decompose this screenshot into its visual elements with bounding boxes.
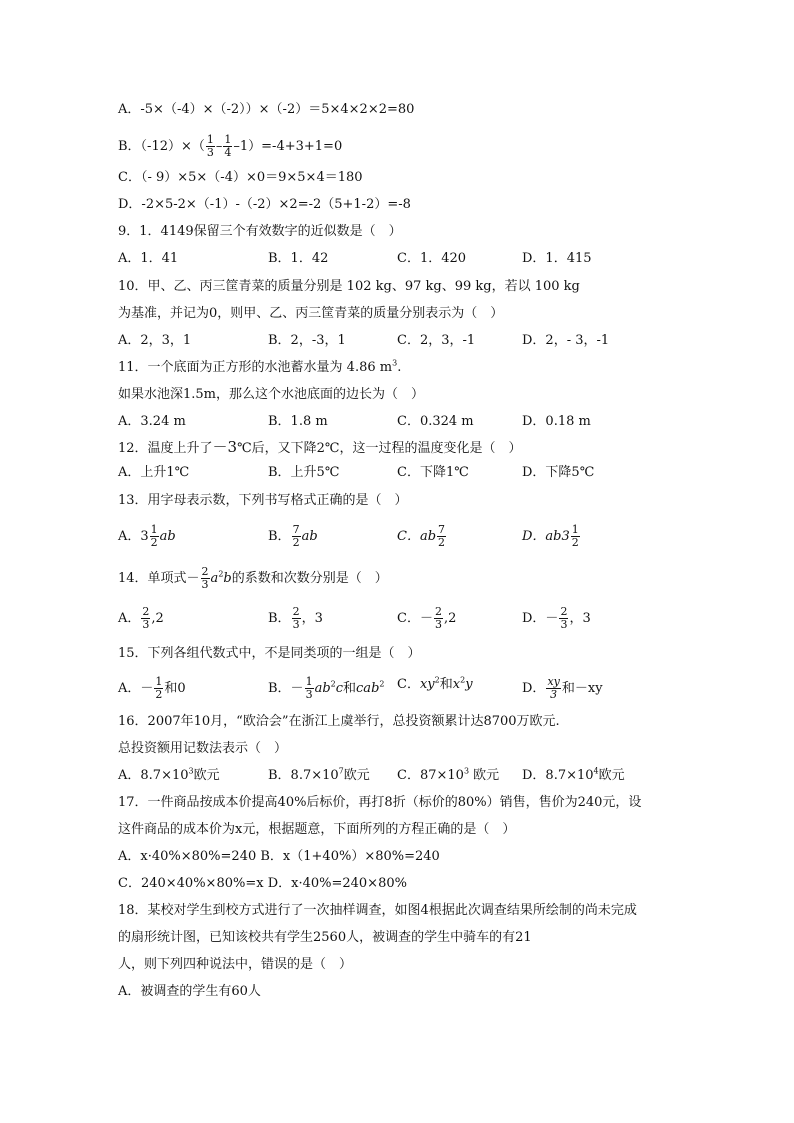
- q13-option-d: D．ab3 $\frac{1}{2}$: [522, 523, 579, 549]
- q16-option-a: A．$8.7\times 10^3$欧元: [118, 766, 220, 783]
- q17-options-ab: A．x·40%×80%=240 B．x（1+40%）×80%=240: [118, 849, 440, 864]
- fraction: $\frac{7}{2}$: [292, 523, 300, 549]
- q12-stem: 12．温度上升了－3℃后，又下降2℃，这一过程的温度变化是（ ）: [118, 438, 522, 456]
- q14-option-d: D．－ $\frac{2}{3}$ ，3: [522, 605, 591, 631]
- q9-option-a: A．1．41: [118, 251, 179, 266]
- q10-option-a: A．2，3，1: [118, 333, 192, 348]
- q17-stem-line2: 这件商品的成本价为x元，根据题意，下面所列的方程正确的是（ ）: [118, 822, 516, 837]
- fraction: $\frac{2}{3}$: [434, 605, 442, 631]
- q9-option-d: D．1．415: [522, 251, 592, 266]
- q8-option-c: C．（- 9）×5×（-4）×0＝9×5×4＝180: [118, 170, 363, 185]
- q14-option-b: B． $\frac{2}{3}$ ，3: [268, 605, 323, 631]
- fraction: $\frac{1}{4}$: [224, 133, 232, 159]
- q18-option-a: A．被调查的学生有60人: [118, 984, 261, 999]
- q13-option-b: B． $\frac{7}{2}$ ab: [268, 523, 318, 549]
- fraction: $\frac{2}{3}$: [292, 605, 300, 631]
- fraction: $\frac{2}{3}$: [560, 605, 568, 631]
- q9-option-b: B．1．42: [268, 251, 329, 266]
- fraction: $\frac{1}{2}$: [155, 675, 163, 701]
- q9-stem: 9．1．4149保留三个有效数字的近似数是（ ）: [118, 224, 402, 239]
- q11-stem-line1: 11．一个底面为正方形的水池蓄水量为 4.86 $m^3$.: [118, 358, 402, 375]
- q18-stem-line2: 的扇形统计图，已知该校共有学生2560人，被调查的学生中骑车的有21: [118, 930, 532, 945]
- fraction: $\frac{1}{2}$: [571, 523, 579, 549]
- q12-option-b: B．上升5℃: [268, 465, 340, 480]
- q18-stem-line1: 18．某校对学生到校方式进行了一次抽样调查，如图4根据此次调查结果所绘制的尚未完成: [118, 903, 637, 918]
- q8-option-b: B．（-12）×（ $\frac{1}{3}$ – $\frac{1}{4}$ –1）=-4+3+1=0: [118, 133, 343, 159]
- q11-option-d: D．0.18 m: [522, 414, 591, 429]
- q15-option-c: C．$xy^2$和$x^2y$: [397, 675, 473, 692]
- q15-stem: 15．下列各组代数式中，不是同类项的一组是（ ）: [118, 646, 421, 661]
- q10-stem-line2: 为基准，并记为0，则甲、乙、丙三筐青菜的质量分别表示为（ ）: [118, 306, 504, 321]
- q9-option-c: C．1．420: [397, 251, 467, 266]
- q11-option-a: A．3.24 m: [118, 414, 186, 429]
- q16-option-c: C．$87\times 10^3$ 欧元: [397, 766, 500, 783]
- q12-option-d: D．下降5℃: [522, 465, 595, 480]
- q8-option-a: A．-5×（-4）×（-2））×（-2）＝5×4×2×2=80: [118, 102, 415, 117]
- q11-option-b: B．1.8 m: [268, 414, 328, 429]
- q15-option-d: D． $\frac{xy}{3}$ 和－xy: [522, 675, 603, 701]
- q10-option-b: B．2，-3，1: [268, 333, 346, 348]
- q17-stem-line1: 17．一件商品按成本价提高40%后标价，再打8折（标价的80%）销售，售价为240元，设: [118, 795, 642, 810]
- q15-option-a: A．－ $\frac{1}{2}$ 和0: [118, 675, 186, 701]
- q13-option-c: C．ab $\frac{7}{2}$: [397, 523, 446, 549]
- fraction: $\frac{7}{2}$: [438, 523, 446, 549]
- q14-option-c: C．－ $\frac{2}{3}$ ,2: [397, 605, 457, 631]
- q10-stem-line1: 10．甲、乙、丙三筐青菜的质量分别是 102 kg、97 kg、99 kg，若以 100 kg: [118, 279, 580, 294]
- q16-option-d: D．$8.7\times 10^4$欧元: [522, 766, 625, 783]
- q15-option-b: B．－ $\frac{1}{3}$ $ab^2c$和cab$^2$: [268, 675, 385, 701]
- fraction: $\frac{1}{3}$: [206, 133, 214, 159]
- q16-option-b: B．$8.7\times 10^7$欧元: [268, 766, 370, 783]
- q12-option-c: C．下降1℃: [397, 465, 469, 480]
- q16-stem-line1: 16．2007年10月，“欧洽会”在浙江上虞举行，总投资额累计达8700万欧元.: [118, 714, 560, 729]
- q16-stem-line2: 总投资额用记数法表示（ ）: [118, 741, 288, 756]
- q8-option-d: D．-2×5-2×（-1）-（-2）×2=-2（5+1-2）=-8: [118, 197, 411, 212]
- q10-option-c: C．2，3，-1: [397, 333, 476, 348]
- fraction: $\frac{2}{3}$: [142, 605, 150, 631]
- q18-stem-line3: 人，则下列四种说法中，错误的是（ ）: [118, 957, 353, 972]
- q14-option-a: A． $\frac{2}{3}$ ,2: [118, 605, 164, 631]
- fraction: $\frac{1}{2}$: [150, 523, 158, 549]
- q12-option-a: A．上升1℃: [118, 465, 190, 480]
- q11-option-c: C．0.324 m: [397, 414, 474, 429]
- q13-option-a: A．3 $\frac{1}{2}$ ab: [118, 523, 176, 549]
- fraction: $\frac{xy}{3}$: [547, 675, 560, 701]
- fraction: $\frac{1}{3}$: [305, 675, 313, 701]
- q13-stem: 13．用字母表示数，下列书写格式正确的是（ ）: [118, 493, 408, 508]
- fraction: $\frac{2}{3}$: [201, 565, 209, 591]
- q14-stem: 14．单项式－ $\frac{2}{3}$ $a^2b$的系数和次数分别是（ ）: [118, 565, 388, 591]
- q17-options-cd: C．240×40%×80%=x D．x·40%=240×80%: [118, 876, 407, 891]
- q10-option-d: D．2，- 3，-1: [522, 333, 610, 348]
- q11-stem-line2: 如果水池深1.5m，那么这个水池底面的边长为（ ）: [118, 387, 425, 402]
